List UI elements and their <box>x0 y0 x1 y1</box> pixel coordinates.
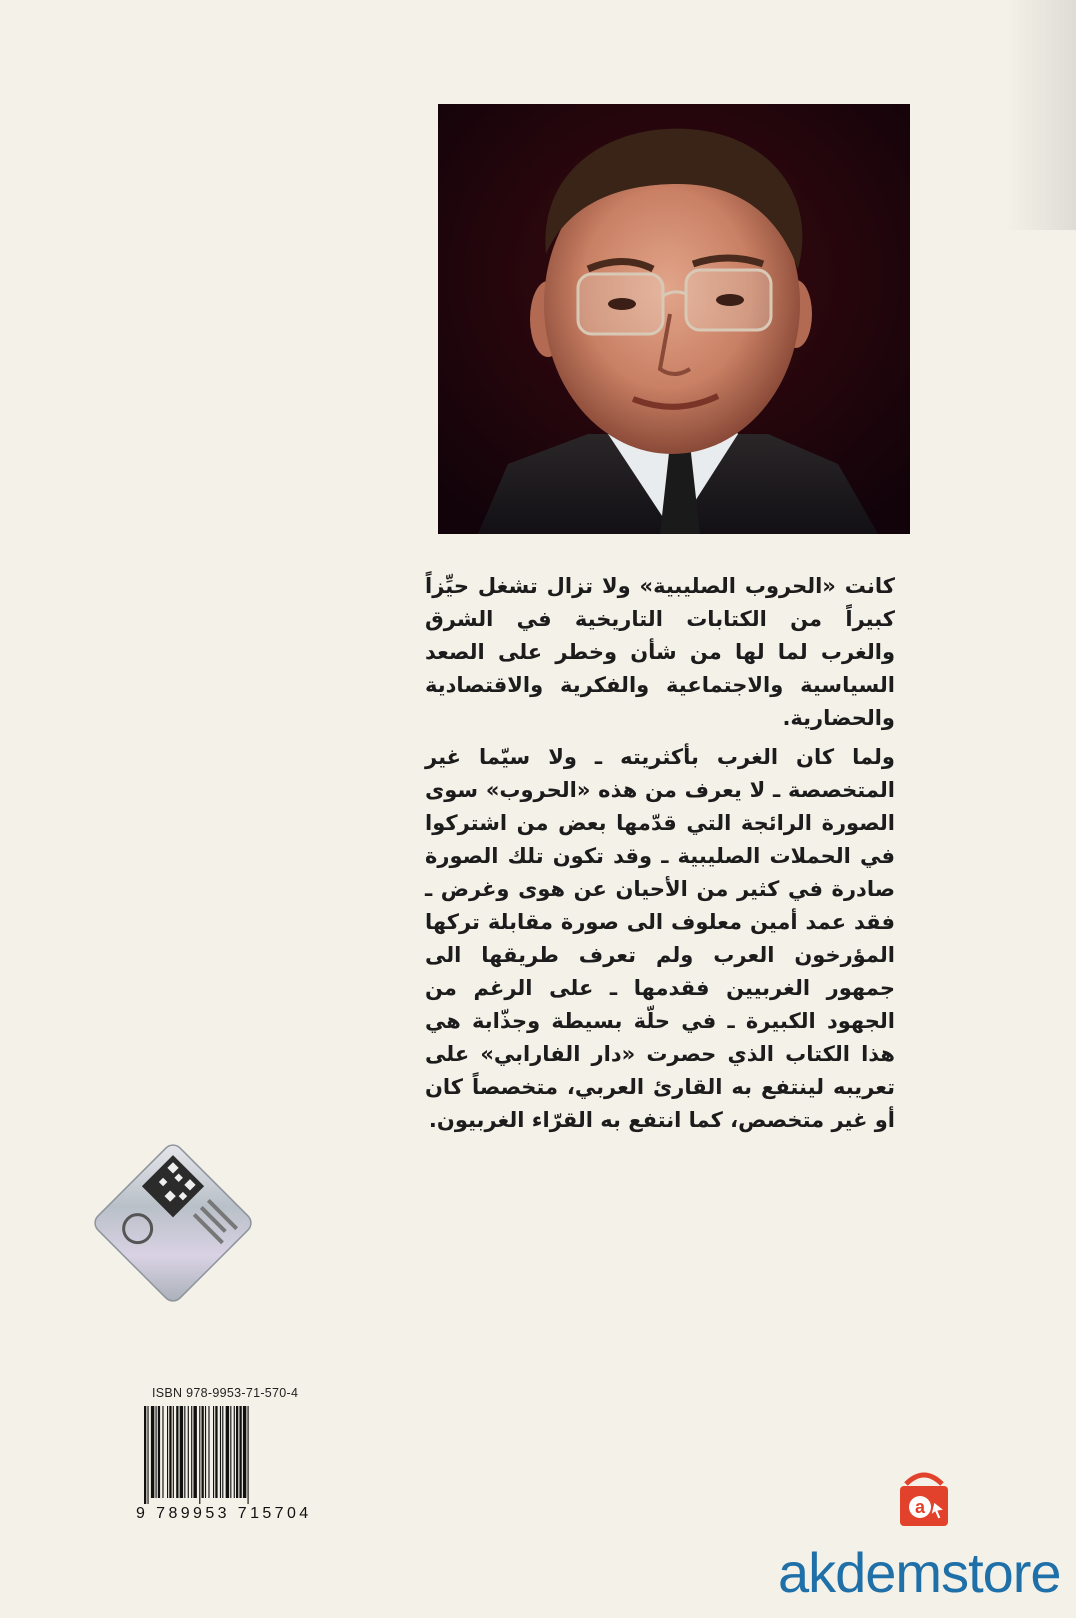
barcode-digits: 9 789953 715704 <box>136 1505 312 1522</box>
blurb-paragraph-2: ولما كان الغرب بأكثريته ـ ولا سيّما غير المتخصصة ـ لا يعرف من هذه «الحروب» سوى الصورة الرائجة التي قدّمها بعض من اشتركوا في الحملات الصليبية ـ وقد تكون تلك الصورة صادرة في كثير من الأحيان عن هوى وغرض ـ فقد عمد أمين معلوف الى صورة مقابلة تركها المؤرخون العرب ولم تعرف طريقها الى جمهور الغربيين فقدمها ـ على الرغم من الجهود الكبيرة ـ في حلّة بسيطة وجذّابة هي هذا الكتاب الذي حصرت «دار الفارابي» على تعريبه لينتفع به القارئ العربي، متخصصاً كان أو غير متخصص، كما انتفع به القرّاء الغربيون. <box>425 745 895 1132</box>
shopping-bag-a-icon <box>892 1466 956 1530</box>
svg-text:a: a <box>914 1497 926 1517</box>
back-cover-blurb <box>425 570 895 1143</box>
barcode <box>142 1406 352 1504</box>
page-edge-shadow <box>1006 0 1076 230</box>
blurb-paragraph-1: كانت «الحروب الصليبية» ولا تزال تشغل حيِّزاً كبيراً من الكتابات التاريخية في الشرق والغرب لما لها من شأن وخطر على الصعد السياسية والاجتماعية والفكرية والاقتصادية والحضارية. <box>425 574 895 730</box>
store-watermark: akdemstore <box>778 1541 1061 1604</box>
author-photo <box>438 104 910 534</box>
isbn-label: ISBN 978-9953-71-570-4 <box>152 1386 299 1400</box>
hologram-sticker <box>90 1140 256 1306</box>
